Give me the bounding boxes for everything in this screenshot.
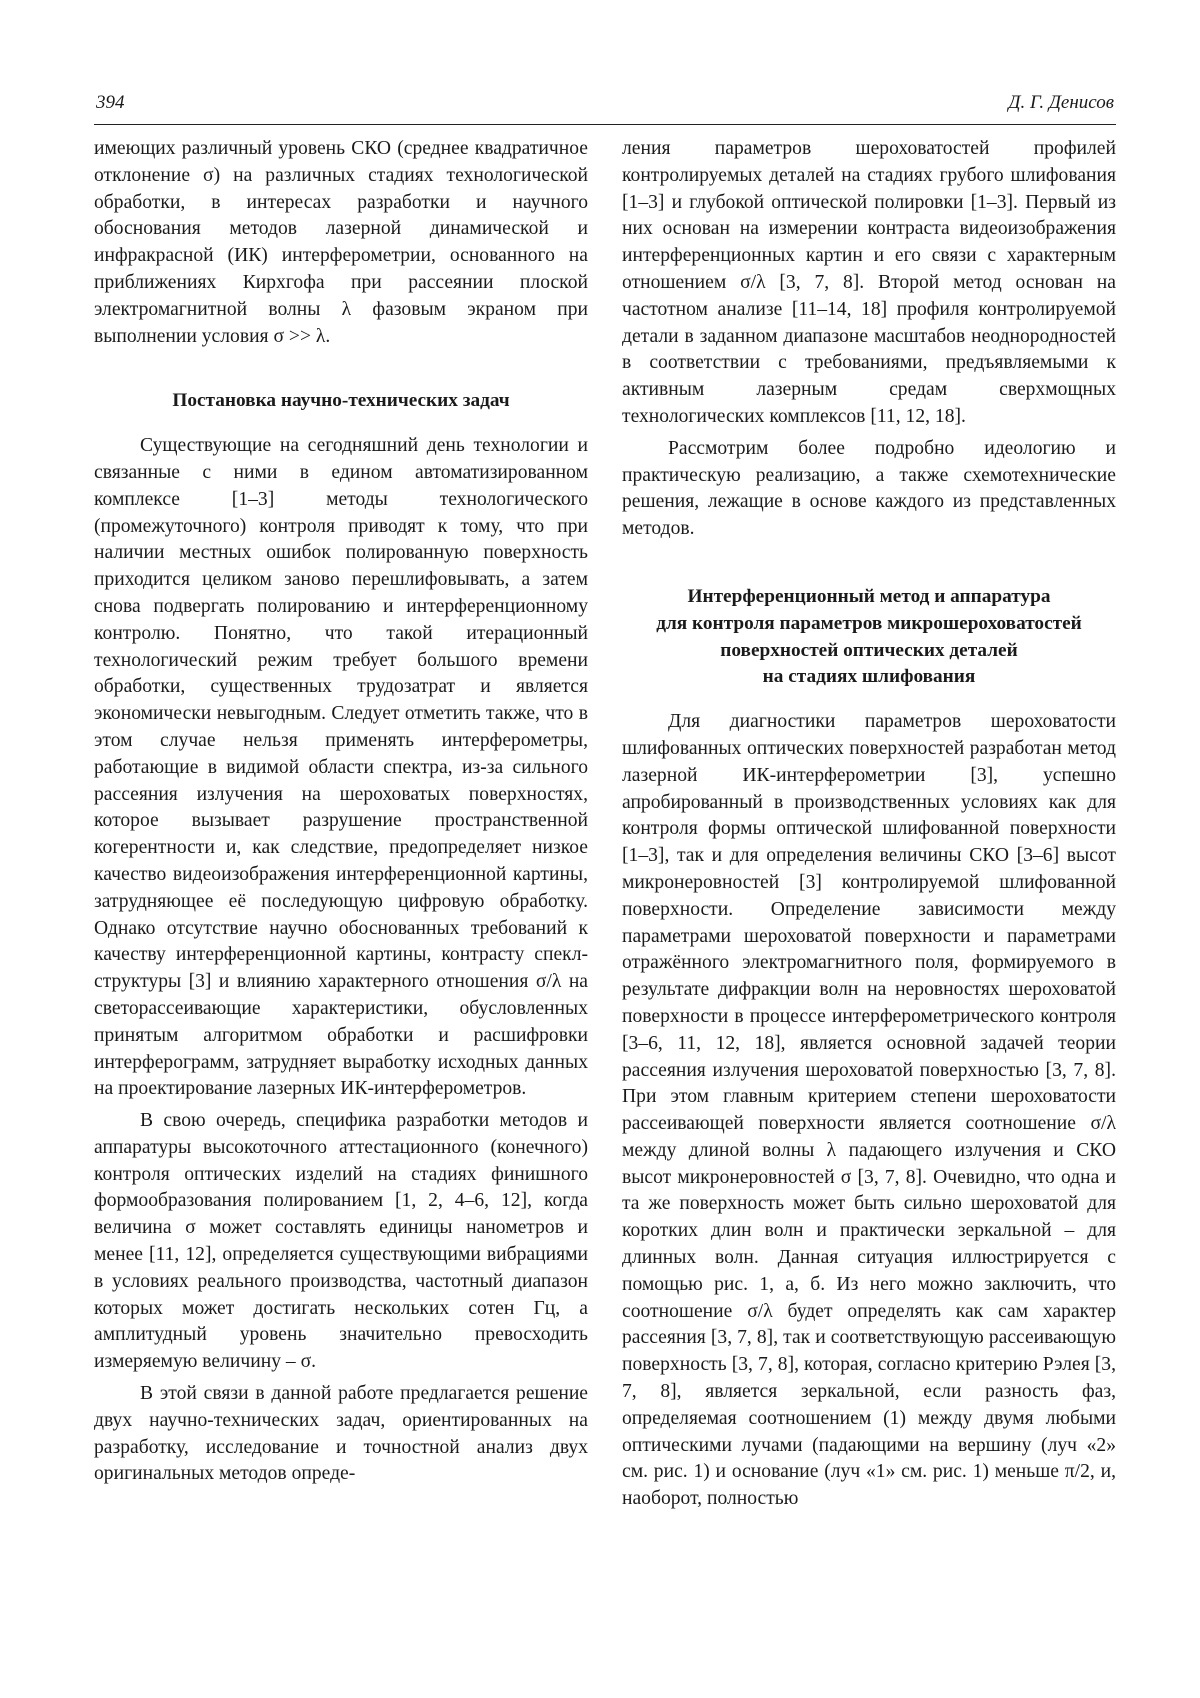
right-continuation-paragraph: ления параметров шероховатостей профилей контролируемых деталей на стадиях грубого шлифования [1–3] и глубокой оптической полировки [1–3]. Первый из них основан на измерении контраста видеоизображения интерференционных картин и его связи с характерным отношением σ/λ [3, 7, 8]. Второй метод основан на частотном анализе [11–14, 18] профиля контролируемой детали в заданном диапазоне масштабов неоднородностей в соответствии с требованиями, предъявляемыми к активным лазерным средам сверхмощных технологических комплексов [11, 12, 18].: [622, 138, 1116, 427]
left-continuation-paragraph: имеющих различный уровень СКО (среднее квадратичное отклонение σ) на различных стадиях технологической обработки, в интересах разработки и научного обоснования методов лазерной динамической и инфракрасной (ИК) интерферометрии, основанного на приближениях Кирхгофа при рассеянии плоской электромагнитной волны λ фазовым экраном при выполнении условия σ >> λ.: [94, 138, 588, 347]
section-heading-interference-method: [622, 584, 1116, 691]
paragraph: В свою очередь, специфика разработки методов и аппаратуры высокоточного аттестационного (конечного) контроля оптических изделий на стадиях финишного формообразования полированием [1, 2, 4–6, 12], когда величина σ может составлять единицы нанометров и менее [11, 12], определяется существующими вибрациями в условиях реального производства, частотный диапазон которых может достигать нескольких сотен Гц, а амплитудный уровень значительно превосходить измеряемую величину – σ.: [94, 1110, 588, 1373]
page-number: 394: [96, 92, 125, 113]
paragraph: Рассмотрим более подробно идеологию и практическую реализацию, а также схемотехнические решения, лежащие в основе каждого из представленных методов.: [622, 437, 1116, 540]
paragraph: Для диагностики параметров шероховатости шлифованных оптических поверхностей разработан метод лазерной ИК-интерферометрии [3], успешно апробированный в производственных условиях как для контроля формы оптической шлифованной поверхности [1–3], так и для определения величины СКО [3–6] высот микронеровностей [3] контролируемой шлифованной поверхности. Определение зависимости между параметрами шероховатой поверхности и параметрами отражённого электромагнитного поля, формируемого в результате дифракции волн на неровностях шероховатой поверхности в процессе интерферометрического контроля [3–6, 11, 12, 18], является основной задачей теории рассеяния излучения шероховатой поверхностью [3, 7, 8]. При этом главным критерием степени шероховатости рассеивающей поверхности является соотношение σ/λ между длиной волны λ падающего излучения и СКО высот микронеровностей σ [3, 7, 8]. Очевидно, что одна и та же поверхность может быть сильно шероховатой для коротких длин волн и практически зеркальной – для длинных волн. Данная ситуация иллюстрируется с помощью рис. 1, а, б. Из него можно заключить, что соотношение σ/λ будет определять как сам характер рассеяния [3, 7, 8], так и соответствующую рассеивающую поверхность [3, 7, 8], которая, согласно критерию Рэлея [3, 7, 8], является зеркальной, если разность фаз, определяемая соотношением (1) между двумя любыми оптическими лучами (падающими на вершину (луч «2» см. рис. 1) и основание (луч «1» см. рис. 1) меньше π/2, и, наоборот, полностью: [622, 711, 1116, 1510]
running-header: [94, 90, 1116, 125]
left-column: [94, 136, 588, 1488]
heading-line: для контроля параметров микрошероховатостей: [656, 612, 1082, 634]
running-author: Д. Г. Денисов: [1008, 92, 1114, 113]
paragraph: Существующие на сегодняшний день технологии и связанные с ними в едином автоматизированном комплексе [1–3] методы технологического (промежуточного) контроля приводят к тому, что при наличии местных ошибок полированную поверхность приходится целиком заново перешлифовывать, а затем снова подвергать полированию и интерференционному контролю. Понятно, что такой итерационный технологический режим требует большого времени обработки, существенных трудозатрат и является экономически невыгодным. Следует отметить также, что в этом случае нельзя применять интерферометры, работающие в видимой области спектра, из-за сильного рассеяния излучения на шероховатых поверхностях, которое вызывает разрушение пространственной когерентности и, как следствие, предопределяет низкое качество видеоизображения интерференционной картины, затрудняющее её последующую цифровую обработку. Однако отсутствие научно обоснованных требований к качеству интерференционной картины, контрасту спекл-структуры [3] и влиянию характерного отношения σ/λ на светорассеивающие характеристики, обусловленных принятым алгоритмом обработки и расшифровки интерферограмм, затрудняет выработку исходных данных на проектирование лазерных ИК-интерферометров.: [94, 435, 588, 1100]
paragraph: В этой связи в данной работе предлагается решение двух научно-технических задач, ориентированных на разработку, исследование и точностной анализ двух оригинальных методов опреде-: [94, 1383, 588, 1485]
heading-line: на стадиях шлифования: [762, 666, 976, 688]
right-column: [622, 136, 1116, 1513]
heading-line: поверхностей оптических деталей: [720, 639, 1018, 661]
heading-line: Интерференционный метод и аппаратура: [687, 585, 1051, 607]
section-heading-tasks: Постановка научно-технических задач: [172, 390, 510, 412]
